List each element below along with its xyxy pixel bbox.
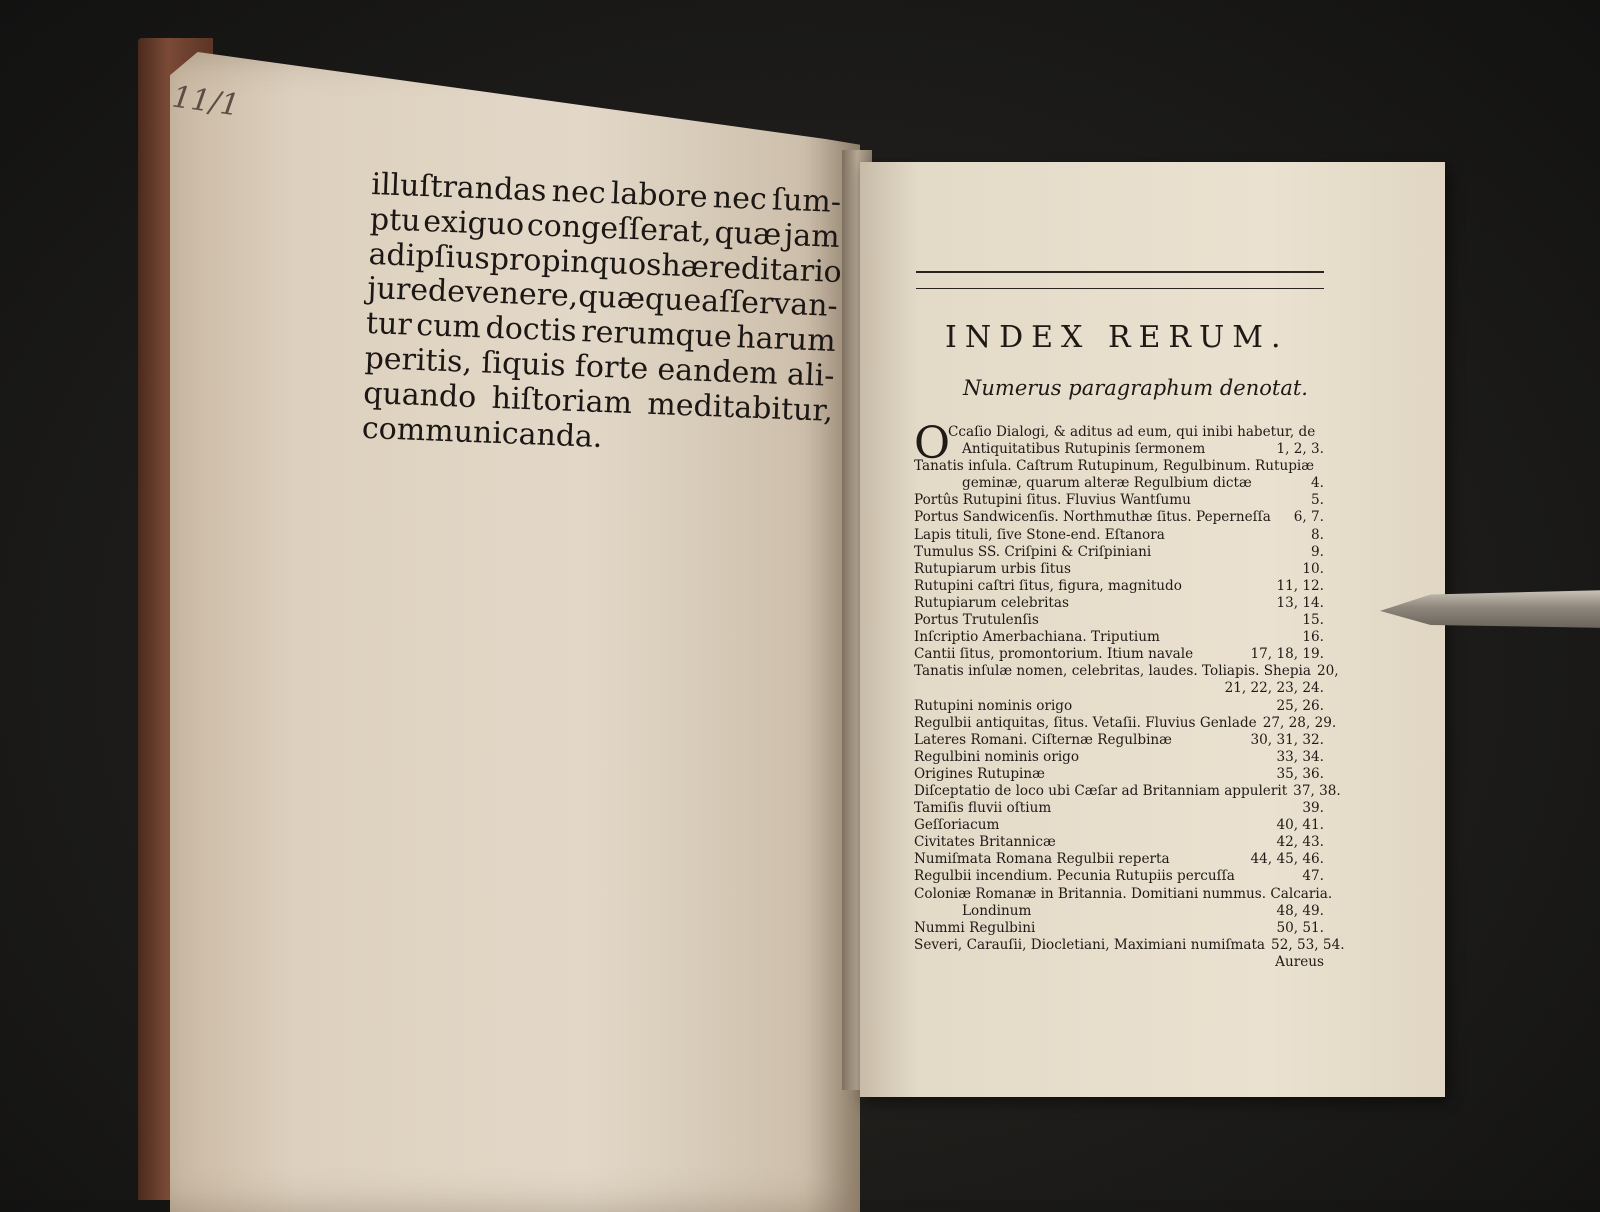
- index-entry: [914, 903, 1324, 920]
- word: hiſtoriam: [491, 380, 633, 421]
- word: eandem: [656, 352, 779, 392]
- entry-text: Regulbini nominis origo: [914, 748, 1080, 765]
- entry-text: Tamiſis fluvii oſtium: [914, 800, 1052, 817]
- word: ipſius: [405, 237, 491, 277]
- word: communicanda.: [361, 410, 604, 455]
- entry-text: Portus Sandwicenſis. Northmuthæ ſitus. Peperneſſa: [914, 509, 1271, 526]
- entry-text: Tumulus SS. Criſpini & Criſpiniani: [914, 543, 1152, 560]
- word: nec: [551, 173, 607, 211]
- index-entry: [914, 561, 1324, 578]
- entry-number: 13, 14.: [1276, 594, 1324, 611]
- index-entry: [914, 782, 1341, 800]
- entry-number: 5.: [1311, 492, 1324, 509]
- entry-text: Tanatis inſula. Caſtrum Rutupinum, Regulbinum. Rutupiæ: [914, 458, 1315, 475]
- entry-text: geminæ, quarum alteræ Regulbium dictæ: [962, 475, 1252, 492]
- word: rerumque: [580, 314, 733, 356]
- index-entry: [914, 527, 1324, 544]
- entry-text: Lateres Romani. Ciſternæ Regulbinæ: [914, 731, 1172, 748]
- entry-number: 35, 36.: [1276, 765, 1324, 782]
- index-entry: [914, 800, 1324, 817]
- entry-text: Numiſmata Romana Regulbii reperta: [914, 851, 1170, 868]
- entry-text: Rutupini nominis origo: [914, 697, 1073, 714]
- word: quando: [362, 375, 477, 415]
- word: illuſtrandas: [370, 167, 548, 209]
- entry-number: [1318, 424, 1324, 441]
- second-rule: [916, 288, 1324, 289]
- entry-number: 39.: [1302, 800, 1324, 817]
- entry-number: [1332, 886, 1338, 903]
- index-entry: [914, 885, 1333, 903]
- word: exiguo: [422, 203, 525, 243]
- word: propinquos: [489, 241, 663, 283]
- entry-number: 4.: [1311, 475, 1324, 492]
- entry-number: 21, 22, 23, 24.: [1224, 680, 1324, 697]
- index-entry: [914, 936, 1345, 954]
- index-entries: [914, 418, 1345, 971]
- entry-text: Lapis tituli, ſive Stone-end. Eſtanora: [914, 526, 1165, 543]
- word: ptu: [369, 201, 422, 239]
- index-entry: [914, 646, 1324, 663]
- entry-text: Geſſoriacum: [914, 817, 1000, 834]
- entry-text: Regulbii antiquitas, ſitus. Vetaſii. Fluvius Genlade: [914, 714, 1257, 731]
- entry-text: Rutupiarum urbis ſitus: [914, 560, 1071, 577]
- index-entry: [914, 851, 1324, 868]
- entry-number: 30, 31, 32.: [1250, 731, 1324, 748]
- left-page-text: [361, 168, 841, 464]
- index-title: INDEX RERUM.: [945, 320, 1289, 355]
- top-rule: [916, 271, 1324, 273]
- entry-number: 17, 18, 19.: [1250, 646, 1324, 663]
- index-entry: [914, 920, 1324, 937]
- word: jam: [783, 217, 841, 255]
- entry-text: Portus Trutulenſis: [914, 612, 1039, 629]
- entry-number: 10.: [1302, 560, 1324, 577]
- entry-text: Portûs Rutupini ſitus. Fluvius Wantſumu: [914, 492, 1191, 509]
- entry-number: 42, 43.: [1276, 834, 1324, 851]
- index-entry: [914, 663, 1339, 680]
- entry-number: Aureus: [1275, 953, 1324, 970]
- word: ali-: [786, 357, 836, 394]
- index-entry: [914, 954, 1324, 971]
- entry-text: Regulbii incendium. Pecunia Rutupiis percuſſa: [914, 868, 1235, 885]
- entry-number: 40, 41.: [1276, 817, 1324, 834]
- index-entry: [914, 424, 1324, 441]
- word: aſſervan-: [700, 284, 839, 325]
- entry-number: 27, 28, 29.: [1262, 714, 1337, 731]
- index-entry: [914, 817, 1324, 834]
- entry-number: 20,: [1316, 663, 1339, 680]
- entry-number: 25, 26.: [1276, 697, 1324, 714]
- word: harum: [735, 320, 837, 360]
- word: congeſſerat,: [526, 207, 713, 250]
- word: quæque: [577, 279, 702, 320]
- word: ſum-: [771, 182, 842, 221]
- word: meditabitur,: [646, 386, 834, 429]
- entry-number: 16.: [1302, 629, 1324, 646]
- entry-text: Coloniæ Romanæ in Britannia. Domitiani nummus. Calcaria.: [914, 885, 1333, 902]
- word: jure: [366, 271, 429, 309]
- entry-text: Origines Rutupinæ: [914, 765, 1045, 782]
- index-entry: [914, 475, 1324, 492]
- entry-number: 47.: [1302, 868, 1324, 885]
- entry-text: Rutupiarum celebritas: [914, 594, 1069, 611]
- word: quæ: [713, 215, 782, 253]
- index-entry: [914, 612, 1324, 629]
- index-entry: [914, 834, 1324, 851]
- index-entry: [914, 714, 1337, 732]
- index-entry: [914, 595, 1324, 612]
- word: ad: [368, 236, 407, 273]
- drop-cap: O: [914, 418, 951, 469]
- entry-text: Tanatis inſulæ nomen, celebritas, laudes. Toliapis. Shepia: [914, 663, 1311, 680]
- entry-text: Londinum: [962, 902, 1032, 919]
- word: peritis,: [364, 340, 473, 380]
- entry-number: 52, 53, 54.: [1271, 936, 1345, 953]
- entry-number: 6, 7.: [1293, 509, 1324, 526]
- word: hæreditario: [660, 247, 843, 290]
- entry-number: 50, 51.: [1276, 919, 1324, 936]
- entry-number: 15.: [1302, 612, 1324, 629]
- entry-text: Diſceptatio de loco ubi Cæſar ad Britanniam appulerit: [914, 782, 1288, 799]
- word: labore: [610, 176, 709, 215]
- word: forte: [574, 348, 649, 387]
- word: tur: [365, 306, 413, 343]
- entry-text: Cantii ſitus, promontorium. Itium navale: [914, 646, 1194, 663]
- word: cum: [415, 308, 482, 346]
- word: devenere,: [427, 273, 579, 315]
- index-entry: [914, 492, 1324, 509]
- entry-number: 9.: [1311, 543, 1324, 560]
- entry-number: 48, 49.: [1276, 902, 1324, 919]
- index-entry: [914, 766, 1324, 783]
- entry-text: Rutupini caſtri ſitus, figura, magnitudo: [914, 577, 1182, 594]
- index-entry: [914, 441, 1324, 458]
- entry-number: 1, 2, 3.: [1276, 441, 1324, 458]
- entry-number: 8.: [1311, 526, 1324, 543]
- index-entry: [914, 732, 1324, 749]
- entry-number: 11, 12.: [1276, 577, 1324, 594]
- index-entry: [914, 868, 1324, 885]
- entry-number: 44, 45, 46.: [1250, 851, 1324, 868]
- entry-text: Antiquitatibus Rutupinis ſermonem: [962, 441, 1206, 458]
- word: ſiquis: [480, 345, 567, 384]
- entry-text: Ccaſio Dialogi, & aditus ad eum, qui inibi habetur, de: [948, 424, 1316, 440]
- word: nec: [712, 180, 768, 218]
- index-entry: [914, 680, 1324, 697]
- index-entry: [914, 629, 1324, 646]
- entry-text: Inſcriptio Amerbachiana. Triputium: [914, 629, 1160, 646]
- pencil-margin-note: 11/1: [169, 79, 242, 124]
- index-subtitle: Numerus paragraphum denotat.: [963, 376, 1308, 400]
- index-entry: [914, 749, 1324, 766]
- index-entry: [914, 509, 1324, 526]
- entry-number: [1318, 458, 1324, 475]
- index-entry: [914, 544, 1324, 561]
- word: doctis: [484, 310, 578, 350]
- index-entry: [914, 458, 1324, 475]
- entry-number: 33, 34.: [1276, 748, 1324, 765]
- entry-number: 37, 38.: [1293, 782, 1341, 799]
- entry-text: Nummi Regulbini: [914, 919, 1036, 936]
- index-entry: [914, 698, 1324, 715]
- index-entry: [914, 578, 1324, 595]
- entry-text: Severi, Carauſii, Diocletiani, Maximiani numiſmata: [914, 936, 1266, 953]
- entry-text: Civitates Britannicæ: [914, 834, 1056, 851]
